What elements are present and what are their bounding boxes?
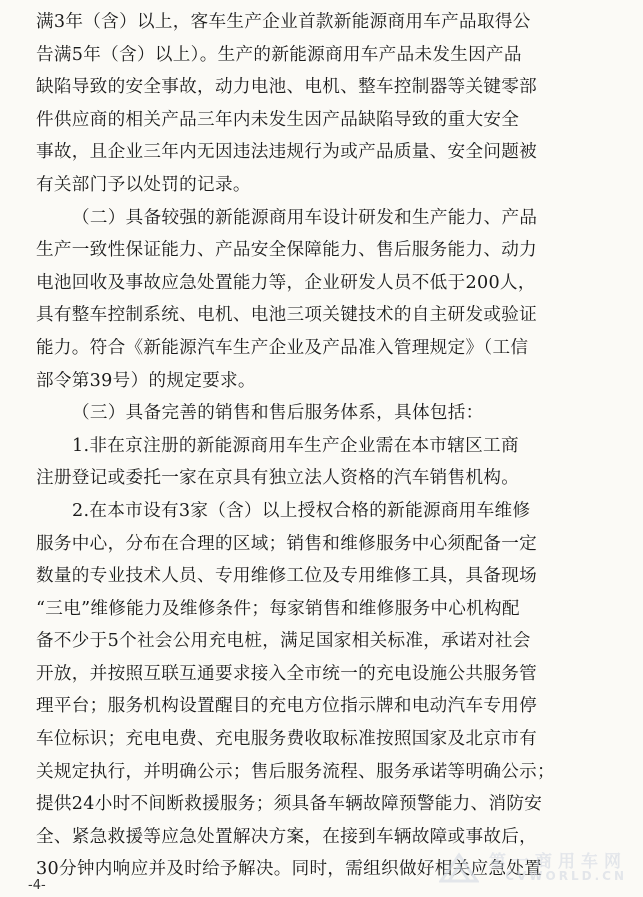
body-line-2: 告满5年（含）以上）。生产的新能源商用车产品未发生因产品	[36, 44, 522, 65]
section-2-line-2: 生产一致性保证能力、产品安全保障能力、售后服务能力、动力	[36, 240, 538, 261]
section-2-line-6: 部令第39号）的规定要求。	[36, 370, 256, 391]
item-2-line-8: 车位标识；充电电费、充电服务费收取标准按照国家及北京市有	[36, 729, 538, 750]
item-2-line-7: 理平台；服务机构设置醒目的充电方位指示牌和电动汽车专用停	[36, 696, 538, 717]
body-line-1: 满3年（含）以上，客车生产企业首款新能源商用车产品取得公	[36, 12, 531, 32]
item-2-line-12: 30分钟内响应并及时给予解决。同时，需组织做好相关应急处置	[36, 859, 543, 880]
watermark-cn-text: 第一商用车网	[489, 852, 627, 872]
item-2-line-1: 2.在本市设有3家（含）以上授权合格的新能源商用车维修	[72, 500, 531, 521]
item-2-line-6: 开放，并按照互联互通要求接入全市统一的充电设施公共服务管	[36, 663, 538, 684]
item-1-line-1: 1.非在京注册的新能源商用车生产企业需在本市辖区工商	[72, 435, 519, 456]
section-2-line-5: 能力。符合《新能源汽车生产企业及产品准入管理规定》（工信	[36, 337, 529, 358]
section-3-heading: （三）具备完善的销售和售后服务体系，具体包括：	[72, 403, 484, 424]
item-2-line-5: 备不少于5个社会公用充电桩，满足国家相关标准，承诺对社会	[36, 631, 531, 652]
section-2-line-3: 电池回收及事故应急处置能力等，企业研发人员不低于200人，	[36, 272, 536, 293]
section-2-line-1: （二）具备较强的新能源商用车设计研发和生产能力、产品	[72, 207, 538, 228]
page-number: -4-	[28, 878, 46, 893]
body-line-4: 件供应商的相关产品三年内未发生因产品缺陷导致的重大安全	[36, 109, 520, 130]
watermark	[435, 845, 635, 891]
item-2-line-2: 服务中心，分布在合理的区域；销售和维修服务中心须配备一定	[36, 533, 538, 554]
watermark-logo-icon	[439, 851, 479, 885]
watermark-en-text: CVWORLD.CN	[505, 869, 627, 883]
item-1-line-2: 注册登记或委托一家在京具有独立法人资格的汽车销售机构。	[36, 468, 520, 489]
body-line-6: 有关部门予以处罚的记录。	[36, 174, 251, 195]
item-2-line-11: 全、紧急救援等应急处置解决方案，在接到车辆故障或事故后，	[36, 826, 538, 847]
body-line-3: 缺陷导致的安全事故，动力电池、电机、整车控制器等关键零部	[36, 77, 538, 98]
item-2-line-10: 提供24小时不间断救援服务；须具备车辆故障预警能力、消防安	[36, 794, 543, 815]
item-2-line-3: 数量的专业技术人员、专用维修工位及专用维修工具，具备现场	[36, 566, 538, 587]
body-line-5: 事故，且企业三年内无因违法违规行为或产品质量、安全问题被	[36, 142, 538, 163]
item-2-line-9: 关规定执行，并明确公示；售后服务流程、服务承诺等明确公示；	[36, 761, 555, 782]
section-2-line-4: 具有整车控制系统、电机、电池三项关键技术的自主研发或验证	[36, 305, 538, 326]
item-2-line-4: “三电”维修能力及维修条件；每家销售和维修服务中心机构配	[36, 598, 520, 619]
